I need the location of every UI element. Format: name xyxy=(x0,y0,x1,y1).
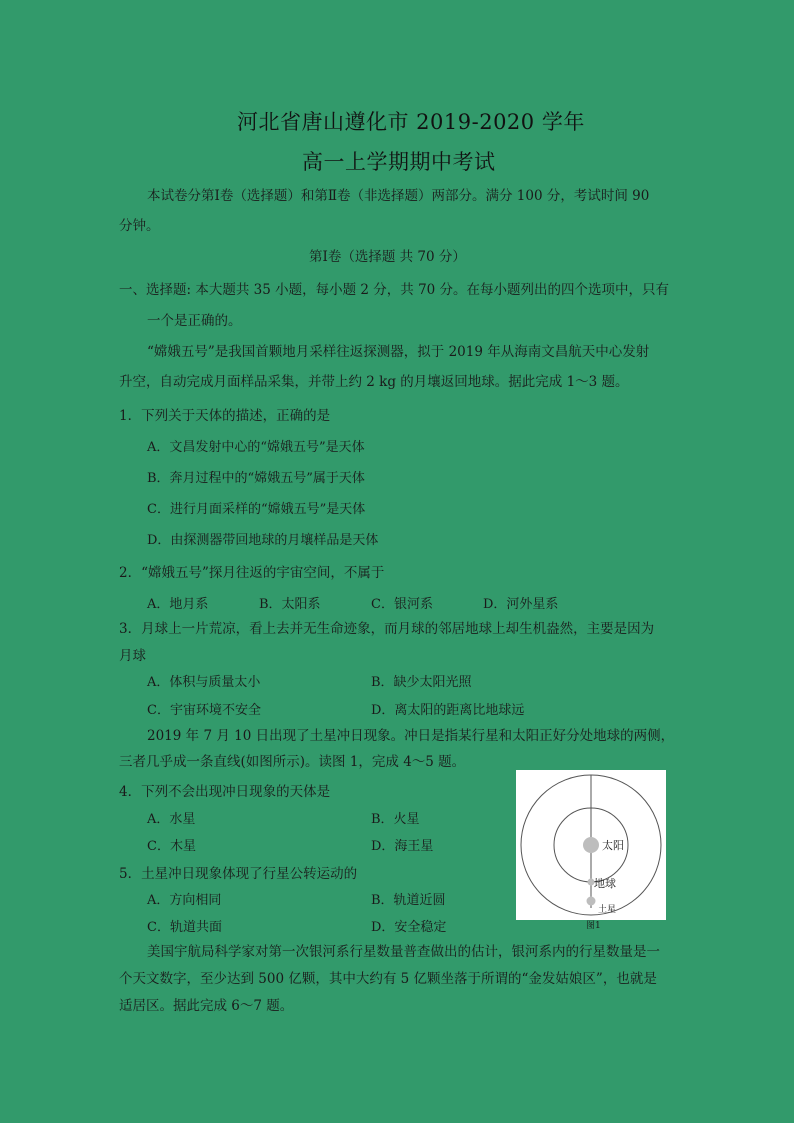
q5-option-d: D．安全稳定 xyxy=(371,920,447,935)
exam-title-line1: 河北省唐山遵化市 2019-2020 学年 xyxy=(237,110,585,134)
saturn-dot xyxy=(587,897,596,906)
q5-option-b: B．轨道近圆 xyxy=(371,893,446,908)
figure-1-caption: 图1 xyxy=(586,921,601,931)
instruction-line2: 一个是正确的。 xyxy=(147,313,242,329)
q2-option-c: C．银河系 xyxy=(371,597,433,612)
q2-stem: 2．“嫦娥五号”探月往返的宇宙空间，不属于 xyxy=(119,565,385,581)
instruction-line1: 一、选择题: 本大题共 35 小题，每小题 2 分，共 70 分。在每小题列出的四个选项中，只有 xyxy=(119,282,670,298)
q5-stem: 5．土星冲日现象体现了行星公转运动的 xyxy=(119,866,358,882)
saturn-label: 土星 xyxy=(598,905,617,915)
q3-option-c: C．宇宙环境不安全 xyxy=(147,703,261,718)
q3-option-b: B．缺少太阳光照 xyxy=(371,675,472,690)
passage2-line1: 2019 年 7 月 10 日出现了土星冲日现象。冲日是指某行星和太阳正好分处地球的两侧， xyxy=(147,728,675,744)
q4-stem: 4．下列不会出现冲日现象的天体是 xyxy=(119,784,331,800)
q3-option-d: D．离太阳的距离比地球远 xyxy=(371,703,525,718)
passage1-line2: 升空，自动完成月面样品采集，并带上约 2 kg 的月壤返回地球。据此完成 1～3 题。 xyxy=(119,374,629,390)
q1-option-b: B．奔月过程中的“嫦娥五号”属于天体 xyxy=(147,471,365,486)
passage3-line2: 个天文数字，至少达到 500 亿颗，其中大约有 5 亿颗坐落于所谓的“金发姑娘区”，也就是 xyxy=(119,971,657,987)
passage3-line3: 适居区。据此完成 6～7 题。 xyxy=(119,998,294,1014)
earth-label: 地球 xyxy=(594,877,616,890)
sun-label: 太阳 xyxy=(602,839,624,852)
q3-stem-line2: 月球 xyxy=(119,648,146,664)
passage3-line1: 美国宇航局科学家对第一次银河系行星数量普查做出的估计，银河系内的行星数量是一 xyxy=(147,944,660,960)
q5-option-c: C．轨道共面 xyxy=(147,920,222,935)
intro-line1: 本试卷分第Ⅰ卷（选择题）和第Ⅱ卷（非选择题）两部分。满分 100 分，考试时间 90 xyxy=(147,188,650,204)
passage2-line2: 三者几乎成一条直线(如图所示)。读图 1，完成 4～5 题。 xyxy=(119,754,466,770)
intro-line2: 分钟。 xyxy=(119,218,160,234)
q1-option-a: A．文昌发射中心的“嫦娥五号”是天体 xyxy=(147,440,365,455)
q2-option-a: A．地月系 xyxy=(147,597,209,612)
q4-option-b: B．火星 xyxy=(371,812,420,827)
q1-stem: 1．下列关于天体的描述，正确的是 xyxy=(119,408,331,424)
q1-option-c: C．进行月面采样的“嫦娥五号”是天体 xyxy=(147,502,366,517)
exam-title-line2: 高一上学期期中考试 xyxy=(302,150,496,174)
passage1-line1: “嫦娥五号”是我国首颗地月采样往返探测器，拟于 2019 年从海南文昌航天中心发射 xyxy=(147,344,650,360)
q4-option-c: C．木星 xyxy=(147,839,196,854)
q4-option-d: D．海王星 xyxy=(371,839,434,854)
sun-dot xyxy=(583,837,599,853)
q5-option-a: A．方向相同 xyxy=(147,893,222,908)
q4-option-a: A．水星 xyxy=(147,812,196,827)
orbit-diagram-svg xyxy=(516,770,666,920)
figure-1-orbit-diagram xyxy=(516,770,666,920)
q2-option-b: B．太阳系 xyxy=(259,597,321,612)
section-heading: 第Ⅰ卷（选择题 共 70 分） xyxy=(309,249,466,265)
q1-option-d: D．由探测器带回地球的月壤样品是天体 xyxy=(147,533,379,548)
q3-stem-line1: 3．月球上一片荒凉，看上去并无生命迹象，而月球的邻居地球上却生机盎然，主要是因为 xyxy=(119,621,655,637)
q2-option-d: D．河外星系 xyxy=(483,597,559,612)
q3-option-a: A．体积与质量太小 xyxy=(147,675,261,690)
